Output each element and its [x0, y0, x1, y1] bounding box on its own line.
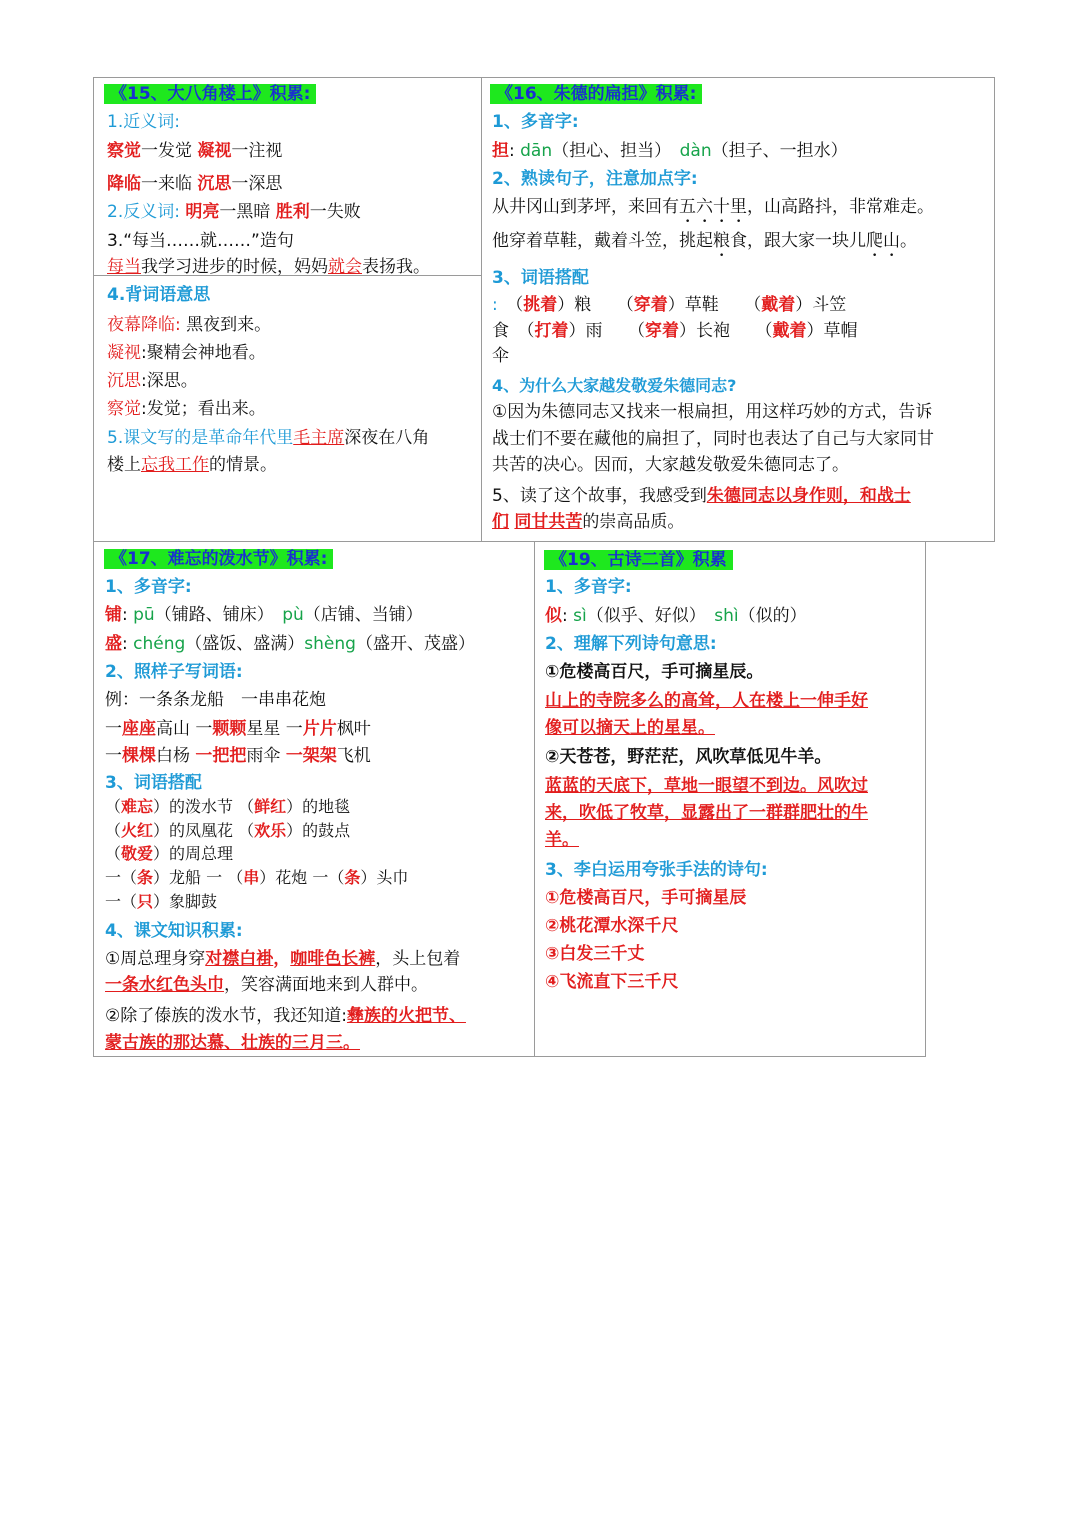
- poem-meaning-2a: 蓝蓝的天底下，草地一眼望不到边。风吹过: [545, 776, 868, 796]
- collocation-row-3: 伞: [492, 346, 509, 366]
- example-sentence: 每当我学习进步的时候，妈妈就会表扬我。: [107, 257, 430, 277]
- polyphone-heading-17: 1、多音字:: [105, 577, 192, 597]
- knowledge-line-4: 蒙古族的那达慕、壮族的三月三。: [105, 1033, 360, 1053]
- collocation-row-1: : （挑着）粮 （穿着）草鞋 （戴着）斗笠: [492, 295, 847, 315]
- knowledge-line-2: 一条水红色头巾，笑容满面地来到人群中。: [105, 975, 428, 995]
- polyphone-heading-16: 1、多音字:: [492, 112, 579, 132]
- exaggeration-line-3: ③白发三千丈: [545, 944, 645, 964]
- poem-line-1: ①危楼高百尺，手可摘星辰。: [545, 662, 764, 682]
- polyphone-dan: 担: dān（担心、担当） dàn（担子、一担水）: [492, 141, 848, 161]
- pattern-row-2: 一棵棵白杨 一把把雨伞 一架架飞机: [105, 746, 371, 766]
- collocation-17-row-1: （难忘）的泼水节 （鲜红）的地毯: [105, 797, 351, 816]
- lesson-19-title: 《19、古诗二首》积累: [544, 549, 733, 571]
- pattern-heading: 2、照样子写词语:: [105, 662, 243, 682]
- collocation-row-2: 食 （打着）雨 （穿着）长袍 （戴着）草帽: [492, 321, 858, 341]
- knowledge-line-1: ①周总理身穿对襟白褂，咖啡色长裤，头上包着: [105, 949, 461, 969]
- answer-line-1: ①因为朱德同志又找来一根扁担，用这样巧妙的方式，告诉: [492, 402, 933, 422]
- collocation-17-row-5: 一（只）象脚鼓: [105, 892, 218, 911]
- collocation-17-row-3: （敬爱）的周总理: [105, 844, 234, 863]
- reading-heading: 2、熟读句子，注意加点字:: [492, 169, 698, 189]
- knowledge-line-3: ②除了傣族的泼水节，我还知道:彝族的火把节、: [105, 1006, 466, 1026]
- feeling-line-2: 们 同甘共苦的崇高品质。: [492, 512, 685, 532]
- knowledge-heading: 4、课文知识积累:: [105, 921, 243, 941]
- exaggeration-line-4: ④飞流直下三千尺: [545, 972, 679, 992]
- meaning-2: 凝视:聚精会神地看。: [107, 343, 266, 363]
- answer-line-3: 共苦的决心。因而，大家越发敬爱朱德同志了。: [492, 455, 849, 475]
- collocation-17-row-4: 一（条）龙船 一 （串）花炮 一（条）头巾: [105, 868, 409, 887]
- lesson-15-title: 《15、大八角楼上》积累:: [104, 83, 316, 105]
- poem-meaning-2c: 羊。: [545, 830, 579, 850]
- polyphone-pu: 铺: pū（铺路、铺床） pù（店铺、当铺）: [105, 605, 423, 625]
- sentence-heading: 3.“每当……就……”造句: [107, 231, 294, 251]
- poem-meaning-2b: 来，吹低了牧草，显露出了一群群肥壮的牛: [545, 803, 868, 823]
- poem-meaning-1b: 像可以摘天上的星星。: [545, 718, 715, 738]
- meaning-1: 夜幕降临: 黑夜到来。: [107, 315, 272, 335]
- exaggeration-heading: 3、李白运用夸张手法的诗句:: [545, 860, 768, 880]
- antonym-row: 2.反义词: 明亮一黑暗 胜利一失败: [107, 202, 361, 222]
- answer-line-2: 战士们不要在藏他的扁担了，同时也表达了自己与大家同甘: [492, 429, 934, 449]
- summary-line-1: 5.课文写的是革命年代里毛主席深夜在八角: [107, 428, 430, 448]
- poem-meaning-heading: 2、理解下列诗句意思:: [545, 634, 717, 654]
- summary-line-2: 楼上忘我工作的情景。: [107, 455, 277, 475]
- synonym-row-2: 降临一来临 沉思一深思: [107, 174, 283, 194]
- polyphone-sheng: 盛: chéng（盛饭、盛满）shèng（盛开、茂盛）: [105, 634, 475, 654]
- exaggeration-line-1: ①危楼高百尺，手可摘星辰: [545, 888, 747, 908]
- collocation-heading-16: 3、词语搭配: [492, 268, 589, 288]
- reading-sentence-1: 从井冈山到茅坪，来回有五六十里，山高路抖，非常难走。: [492, 197, 934, 217]
- poem-line-2: ②天苍苍，野茫茫，风吹草低见牛羊。: [545, 747, 832, 767]
- collocation-heading-17: 3、词语搭配: [105, 773, 202, 793]
- pattern-row-1: 一座座高山 一颗颗星星 一片片枫叶: [105, 719, 371, 739]
- polyphone-si: 似: sì（似乎、好似） shì（似的）: [545, 606, 807, 626]
- lesson-17-title: 《17、难忘的泼水节》积累:: [104, 548, 333, 570]
- meaning-4: 察觉:发觉；看出来。: [107, 399, 266, 419]
- reading-sentence-2: 他穿着草鞋，戴着斗笠，挑起粮食，跟大家一块儿爬山。: [492, 231, 917, 251]
- feeling-line-1: 5、读了这个故事，我感受到朱德同志以身作则，和战士: [492, 486, 911, 506]
- pattern-example: 例：一条条龙船 一串串花炮: [105, 690, 326, 710]
- question-heading-16: 4、为什么大家越发敬爱朱德同志?: [492, 376, 737, 395]
- meanings-heading: 4.背词语意思: [107, 285, 211, 305]
- synonyms-heading: 1.近义词:: [107, 112, 180, 132]
- lesson-16-title: 《16、朱德的扁担》积累:: [490, 83, 702, 105]
- meaning-3: 沉思:深思。: [107, 371, 198, 391]
- poem-meaning-1a: 山上的寺院多么的高耸，人在楼上一伸手好: [545, 691, 868, 711]
- synonym-row-1: 察觉一发觉 凝视一注视: [107, 141, 283, 161]
- polyphone-heading-19: 1、多音字:: [545, 577, 632, 597]
- exaggeration-line-2: ②桃花潭水深千尺: [545, 916, 679, 936]
- collocation-17-row-2: （火红）的凤凰花 （欢乐）的鼓点: [105, 821, 351, 840]
